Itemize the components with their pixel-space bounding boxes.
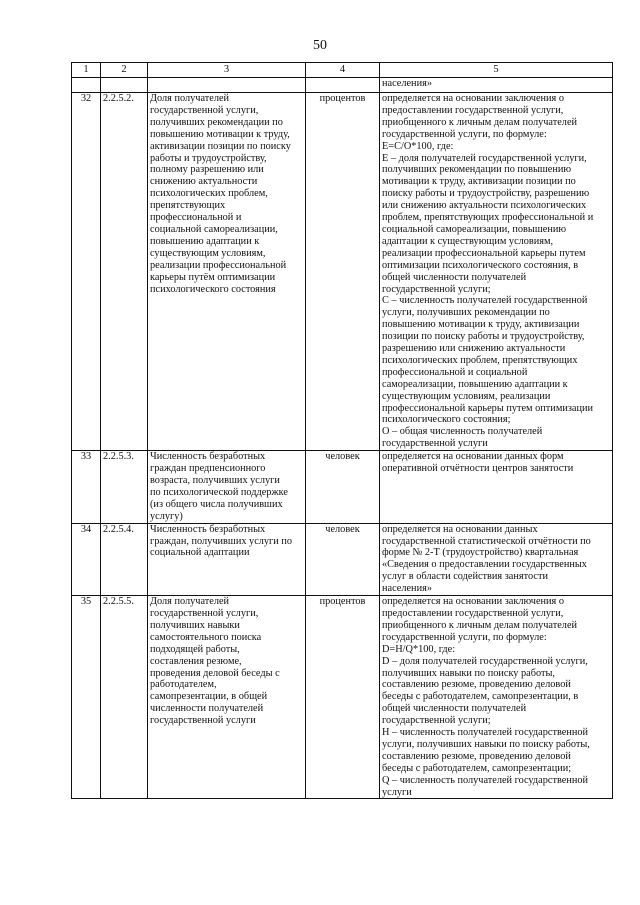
text-line: H – численность получателей государственной (382, 727, 589, 739)
indicator-name (148, 596, 306, 799)
text-line: С – численность получателей государственной (382, 295, 588, 307)
text-line: повышению адаптации к (150, 235, 260, 247)
header-cell: 4 (306, 63, 380, 78)
text-line: составлению резюме, проведению деловой (382, 750, 571, 762)
text-line: форме № 2-Т (трудоустройство) квартальная (382, 547, 579, 559)
unit-of-measure: процентов (306, 596, 380, 799)
text-line: существующим условиям, (150, 247, 266, 259)
text-line: Доля получателей (150, 93, 230, 104)
page-number: 50 (313, 38, 327, 53)
calculation-method (380, 93, 613, 451)
unit-of-measure: процентов (306, 93, 380, 451)
header-cell: 2 (101, 63, 148, 78)
unit-of-measure: человек (306, 523, 380, 595)
row-number: 34 (72, 523, 101, 595)
text-line: определяется на основании данных (382, 523, 538, 535)
text-line: мотивации к труду, активизации позиции по (382, 176, 576, 188)
indicator-name (148, 523, 306, 595)
text-line: общей численности получателей (382, 703, 527, 715)
text-line: оптимизации психологического состояния, в (382, 259, 579, 271)
empty-cell (101, 78, 148, 93)
text-line: государственной услуги; (382, 283, 491, 295)
text-line: государственной услуги, по формуле: (382, 631, 547, 643)
text-line: самостоятельного поиска (150, 631, 262, 643)
text-line: «Сведения о предоставлении государственных (382, 559, 587, 571)
text-line: услуги, получивших навыки по поиску работы, (382, 738, 590, 750)
indicator-name (148, 93, 306, 451)
text-line: услуг в области содействия занятости (382, 571, 548, 583)
text-line: определяется на основании заключения о (382, 596, 565, 608)
table-row (72, 523, 613, 595)
text-line: существующим условиям, реализации (382, 390, 551, 402)
table-row (72, 596, 613, 799)
text-line: предоставлении государственной услуги, (382, 104, 564, 116)
text-line: Е – доля получателей государственной услуги, (382, 152, 587, 164)
text-line: самореализации, повышению адаптации к (382, 378, 568, 390)
text-line: Доля получателей (150, 596, 230, 608)
text-line: государственной статистической отчётности по (382, 535, 591, 547)
calculation-method (380, 451, 613, 523)
text-line: приобщенного к личным делам получателей (382, 116, 578, 128)
text-line: полному разрешению или (150, 164, 264, 176)
text-line: граждан, получивших услуги по (150, 535, 293, 547)
text-line: Е=С/О*100, где: (382, 140, 454, 152)
indicator-code: 2.2.5.5. (101, 596, 148, 799)
text-line: получивших навыки (150, 619, 240, 631)
row-number: 35 (72, 596, 101, 799)
table-row (72, 451, 613, 523)
row-number: 33 (72, 451, 101, 523)
text-line: беседы с работодателем, самопрезентации, в (382, 691, 579, 703)
text-line: D=H/Q*100, где: (382, 643, 456, 655)
text-line: психологических проблем, (150, 188, 268, 200)
text-line: государственной услуги (150, 715, 256, 727)
text-line: государственной услуги (382, 438, 488, 450)
text-line: населения» (382, 583, 432, 595)
text-line: составления резюме, (150, 655, 242, 667)
text-line: численности получателей (150, 703, 264, 715)
text-line: государственной услуги, (150, 104, 259, 116)
text-line: самопрезентации, в общей (150, 691, 268, 703)
text-line: предоставлении государственной услуги, (382, 607, 564, 619)
text-line: активизации позиции по поиску (150, 140, 291, 152)
text-line: возраста, получивших услуги (150, 475, 280, 486)
text-line: по психологической поддержке (150, 486, 288, 498)
text-line: проведения деловой беседы с (150, 667, 280, 679)
text-line: повышению мотивации к труду, активизации (382, 319, 580, 331)
text-line: профессиональной карьеры путем оптимизации (382, 402, 594, 414)
text-line: государственной услуги, по формуле: (382, 128, 547, 140)
text-line: карьеры путём оптимизации (150, 271, 276, 283)
text-line: профессиональной и социальной (382, 366, 528, 378)
text-line: общей численности получателей (382, 271, 527, 283)
table-header-row (72, 63, 613, 78)
text-line: поиску работы и трудоустройству, разрешению (382, 188, 590, 200)
text-line: услуги (382, 786, 412, 798)
text-line: приобщенного к личным делам получателей (382, 619, 578, 631)
text-line: снижению актуальности (150, 176, 258, 188)
text-line: D – доля получателей государственной услуги, (382, 655, 588, 667)
text-line: определяется на основании заключения о (382, 93, 565, 104)
indicator-code: 2.2.5.3. (101, 451, 148, 523)
text-line: государственной услуги, (150, 607, 259, 619)
continuation-text: населения» (380, 78, 613, 93)
text-line: психологических проблем, препятствующих (382, 354, 578, 366)
row-number: 32 (72, 93, 101, 451)
indicator-code: 2.2.5.2. (101, 93, 148, 451)
text-line: социальной самореализации, повышению (382, 223, 567, 235)
empty-cell (72, 78, 101, 93)
text-line: реализации профессиональной карьеры путем (382, 247, 586, 259)
text-line: разрешению или снижению актуальности (382, 343, 566, 355)
text-line: услуги, получивших рекомендации по (382, 307, 550, 319)
indicator-code: 2.2.5.4. (101, 523, 148, 595)
text-line: получивших навыки по поиску работы, (382, 667, 555, 679)
text-line: беседы с работодателем, самопрезентации; (382, 762, 572, 774)
text-line: О – общая численность получателей (382, 426, 543, 438)
text-line: позиции по поиску работы и трудоустройству, (382, 331, 585, 343)
text-line: социальной самореализации, (150, 223, 278, 235)
text-line: профессиональной и (150, 212, 242, 224)
header-cell: 1 (72, 63, 101, 78)
text-line: реализации профессиональной (150, 259, 287, 271)
indicator-name (148, 451, 306, 523)
text-line: работодателем, (150, 679, 217, 691)
text-line: препятствующих (150, 200, 226, 212)
text-line: адаптации к существующим условиям, (382, 235, 554, 247)
text-line: психологического состояния (150, 283, 276, 295)
text-line: услугу) (150, 510, 183, 522)
text-line: государственной услуги; (382, 715, 491, 727)
text-line: повышению мотивации к труду, (150, 128, 290, 140)
text-line: получивших рекомендации по (150, 116, 283, 128)
text-line: Q – численность получателей государственной (382, 774, 589, 786)
text-line: психологического состояния; (382, 414, 511, 426)
text-line: граждан предпенсионного (150, 463, 266, 475)
text-line: подходящей работы, (150, 643, 240, 655)
header-cell: 3 (148, 63, 306, 78)
table-row (72, 93, 613, 451)
text-line: проблем, препятствующих профессиональной и (382, 212, 594, 224)
text-line: работы и трудоустройству, (150, 152, 267, 164)
text-line: Численность безработных (150, 451, 266, 463)
text-line: социальной адаптации (150, 547, 250, 559)
text-line: составлению резюме, проведению деловой (382, 679, 571, 691)
text-line: (из общего числа получивших (150, 498, 283, 510)
empty-cell (306, 78, 380, 93)
calculation-method (380, 596, 613, 799)
continuation-row (72, 78, 613, 93)
text-line: определяется на основании данных форм (382, 451, 564, 463)
unit-of-measure: человек (306, 451, 380, 523)
empty-cell (148, 78, 306, 93)
indicators-table (71, 62, 613, 799)
header-cell: 5 (380, 63, 613, 78)
text-line: получивших рекомендации по повышению (382, 164, 572, 176)
calculation-method (380, 523, 613, 595)
text-line: Численность безработных (150, 523, 266, 535)
text-line: или снижению актуальности психологических (382, 200, 587, 212)
text-line: оперативной отчётности центров занятости (382, 463, 574, 475)
